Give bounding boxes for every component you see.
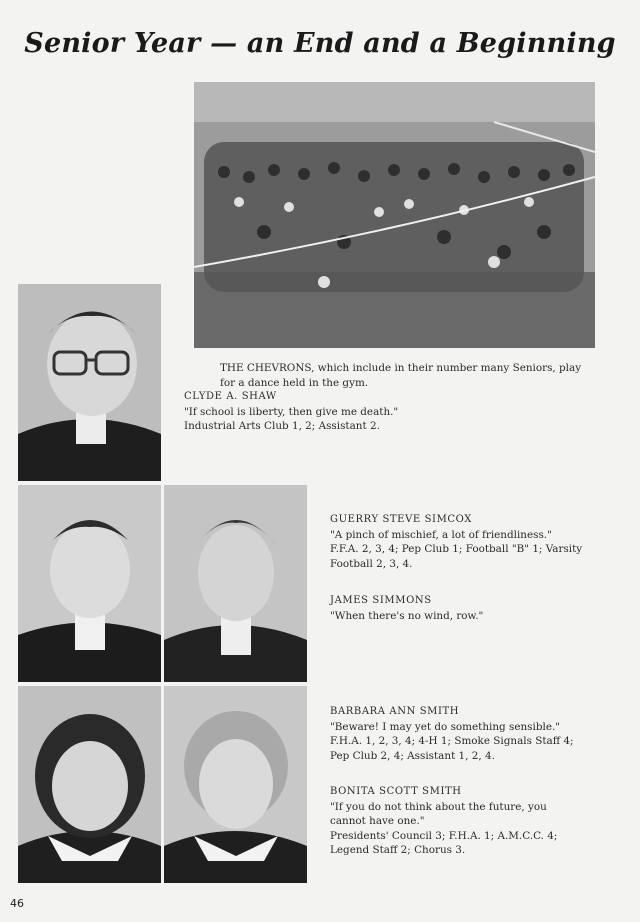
senior-name: GUERRY STEVE SIMCOX bbox=[330, 514, 473, 525]
senior-activities: Presidents' Council 3; F.H.A. 1; A.M.C.C. 4; Legend Staff 2; Chorus 3. bbox=[330, 829, 558, 857]
senior-entry bbox=[330, 785, 585, 858]
senior-quote: "Beware! I may yet do something sensible." bbox=[330, 720, 561, 733]
dance-photo-caption: THE CHEVRONS, which include in their number many Seniors, play for a dance held in the gym. bbox=[220, 362, 582, 389]
portrait-james-simmons bbox=[164, 485, 307, 682]
portrait-barbara-smith bbox=[18, 686, 161, 883]
senior-quote: "If you do not think about the future, you cannot have one." bbox=[330, 800, 547, 828]
senior-entry bbox=[330, 705, 585, 763]
senior-quote: "If school is liberty, then give me death." bbox=[184, 405, 399, 418]
portrait-bonita-smith bbox=[164, 686, 307, 883]
senior-name: BARBARA ANN SMITH bbox=[330, 706, 460, 717]
senior-entry bbox=[330, 513, 585, 571]
senior-quote: "A pinch of mischief, a lot of friendliness." bbox=[330, 528, 552, 541]
senior-entry bbox=[184, 390, 584, 434]
senior-activities: F.H.A. 1, 2, 3, 4; 4-H 1; Smoke Signals Staff 4; Pep Club 2, 4; Assistant 1, 2, 4. bbox=[330, 735, 574, 762]
senior-name: BONITA SCOTT SMITH bbox=[330, 786, 462, 797]
senior-activities: F.F.A. 2, 3, 4; Pep Club 1; Football "B" 1; Varsity Football 2, 3, 4. bbox=[330, 543, 583, 570]
portrait-clyde-shaw bbox=[18, 284, 161, 481]
senior-quote: "When there's no wind, row." bbox=[330, 609, 484, 622]
dance-photo bbox=[194, 82, 595, 348]
senior-entry bbox=[330, 594, 585, 623]
senior-activities: Industrial Arts Club 1, 2; Assistant 2. bbox=[184, 420, 380, 433]
senior-name: JAMES SIMMONS bbox=[330, 595, 432, 606]
page-title: Senior Year — an End and a Beginning bbox=[24, 28, 616, 59]
senior-name: CLYDE A. SHAW bbox=[184, 391, 277, 402]
page-number: 46 bbox=[10, 897, 24, 910]
portrait-guerry-simcox bbox=[18, 485, 161, 682]
